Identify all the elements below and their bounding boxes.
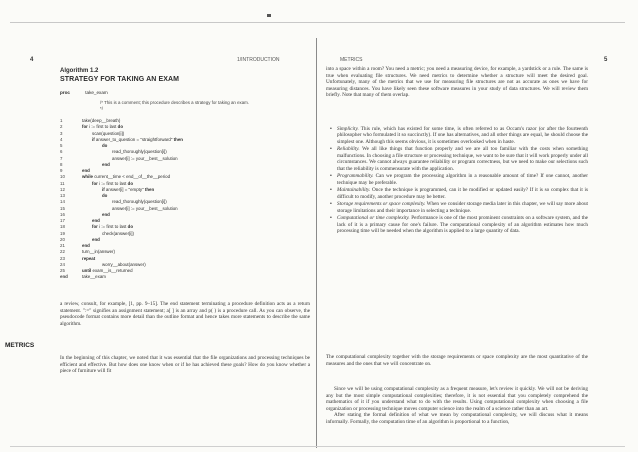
- metric-bullet-item: [330, 146, 588, 172]
- code-line-text: check(answer[i]): [102, 230, 134, 236]
- code-line-number: 7: [60, 155, 63, 161]
- code-line-number: 4: [60, 136, 63, 142]
- code-line-text: until exam__is__returned: [82, 268, 133, 273]
- metric-description: Once the technique is programmed, can it be modified or updated easily? If it is so complex that it is difficult to modify, another procedure may be better.: [337, 187, 588, 200]
- code-line-text: for i := first to last do: [92, 180, 134, 186]
- code-line-number: 2: [60, 124, 63, 130]
- code-line-text: for i := first to last do: [92, 224, 134, 230]
- code-line-number: 25: [60, 268, 65, 273]
- code-line-number: 5: [60, 143, 63, 148]
- code-line-text: end: [92, 218, 100, 223]
- metric-description: Performance is one of the most prominent constraints on a software system, and the lack of it is a primary cause for one's failure. The computational complexity of an algorithm estimates how much processing time will be needed when the algorithm is applied to a large quantity of data.: [337, 215, 588, 235]
- code-line-number: 23: [60, 255, 65, 261]
- left-running-head: 1/INTRODUCTION: [237, 57, 280, 63]
- metric-bullet-item: [330, 187, 588, 200]
- pseudocode-block: [60, 118, 310, 281]
- code-line-text: do: [102, 193, 108, 198]
- code-line-text: repeat: [82, 255, 96, 261]
- metric-term: Storage requirements or space complexity.: [337, 201, 426, 208]
- code-line-text: for i := first to last do: [82, 124, 124, 130]
- metrics-bullet-list: [330, 126, 588, 236]
- code-line-number: 19: [60, 230, 65, 236]
- code-line-text: scan(question[i]): [92, 130, 125, 136]
- right-page-number: 5: [604, 57, 608, 63]
- code-line-number: 17: [60, 218, 65, 223]
- code-line-text: end: [82, 168, 90, 173]
- code-line-text: answer[i] := your__best__solution: [112, 155, 178, 161]
- right-paragraph-1: into a space within a room? You need a metric; you need a measuring device, for example, a yardstick or a rule. The same is true when evaluating file structures. We need metrics to determine whether a structure will meet the desired goal. Unfortunately, many of the metrics that we use for measuring file structures are not as accurate as ones we have for measuring distances. You have likely seen these software measures in your study of data structures. We will review them briefly. Note that many of them overlap.: [326, 66, 588, 99]
- code-line-text: read_thoroughly(question[i]): [112, 149, 167, 155]
- code-line-number: 1: [60, 118, 63, 123]
- code-line-text: do: [102, 143, 108, 148]
- metric-bullet-item: [330, 126, 588, 145]
- code-line-text: worry__about(answer): [102, 261, 146, 267]
- proc-keyword: proc: [60, 90, 70, 95]
- metric-term: Reliability.: [337, 146, 360, 153]
- code-line-number: 10: [60, 174, 65, 180]
- code-line-text: read_thoroughly(question[i]): [112, 199, 167, 205]
- metric-term: Programmability.: [337, 173, 374, 180]
- right-running-head: METRICS: [340, 57, 363, 63]
- metric-description: We all like things that function properly and we are all too familiar with the costs when something malfunctions. In choosing a file structure or processing technique, we want to be sure that it will work properly under all circumstances. We cannot always guarantee reliability or program correctness, but we need to make our selections such that the reliability is commensurate with the application.: [337, 146, 588, 172]
- code-line-text: while current__time < end__of__the__period: [82, 174, 171, 180]
- code-line-number: 15: [60, 205, 65, 211]
- code-line-number: 12: [60, 186, 65, 192]
- left-paragraph-2: In the beginning of this chapter, we noted that it was essential that the file organizations and processing techniques be efficient and effective. But how does one know when or if he has achieved these goals? How do you know whether a piece of furniture will fit: [60, 355, 310, 375]
- right-paragraph-4-text: After stating the formal definition of what we mean by computational complexity, we will discuss what it means informally. Formally, the computation time of an algorithm is proportional to a function,: [326, 412, 588, 425]
- metric-term: Maintainability.: [337, 187, 371, 194]
- code-line-text: take__exam: [82, 274, 106, 280]
- right-paragraph-2: The computational complexity together with the storage requirements or space complexity are the most quantitative of the measures and the ones that we will concentrate on.: [326, 354, 588, 367]
- metric-term: Computational or time complexity.: [337, 215, 410, 222]
- metric-bullet-item: [330, 215, 588, 234]
- code-line-text: if answer[i] = "empty" then: [102, 186, 155, 192]
- code-line-text: if answer_to_question = "straightforward" then: [92, 136, 183, 142]
- code-line-number: 11: [60, 180, 65, 186]
- procedure-comment: /* This is a comment; this procedure describes a strategy for taking an exam. */: [100, 100, 250, 111]
- code-line-number: 20: [60, 236, 65, 242]
- code-line-number: 8: [60, 161, 63, 167]
- code-line-text: end: [92, 236, 100, 242]
- metric-bullet-item: [330, 201, 588, 214]
- code-line-number: 14: [60, 199, 65, 205]
- code-line-text: take(deep__breath): [82, 118, 121, 123]
- right-paragraph-3: [326, 386, 588, 426]
- algorithm-title: STRATEGY FOR TAKING AN EXAM: [60, 76, 180, 83]
- left-page-number: 4: [30, 57, 34, 63]
- code-line-number: 13: [60, 193, 65, 198]
- metric-description: When we consider storage media later in this chapter, we will say more about storage limitations and their importance in selecting a technique.: [337, 201, 589, 214]
- code-line-text: end: [82, 243, 90, 248]
- code-line-text: turn__in(answer): [82, 249, 115, 255]
- code-line-number: 6: [60, 149, 63, 155]
- right-paragraph-3-text: Since we will be using computational complexity as a frequent measure, let's review it quickly. We will not be deriving any but the most simple computational complexities; therefore, it is not essential that you completely comprehend the mathematics of it if you understand what to do with the results. Using computational complexity when choosing a file organization or processing technique moves computer science into the realm of a science rather than an art.: [326, 386, 588, 412]
- code-line-text: end: [102, 211, 110, 217]
- code-line-number: 22: [60, 249, 65, 255]
- metric-description: Can we program the processing algorithm in a reasonable amount of time? If one cannot, another technique may be preferable.: [337, 173, 588, 186]
- code-line-number: 9: [60, 168, 63, 173]
- algorithm-number: Algorithm 1.2: [60, 68, 99, 74]
- code-line-number: 3: [60, 130, 63, 136]
- code-line-text: answer[i] := your__best__solution: [112, 205, 178, 211]
- metric-description: This rule, which has existed for some time, is often referred to as Occam's razor (or after the fourteenth philosopher who formulated it so succinctly). If one has alternatives, and all other things are equal, he should choose the simplest one. Although this seems obvious, it is sometimes overlooked when in haste.: [337, 126, 588, 145]
- code-line-number: 21: [60, 243, 65, 248]
- code-line-number: 16: [60, 211, 65, 217]
- code-line-number: 24: [60, 261, 65, 267]
- left-page: [0, 0, 318, 452]
- proc-name: take_exam: [85, 90, 108, 95]
- metric-term: Simplicity.: [337, 126, 359, 132]
- code-line-text: end: [102, 161, 110, 167]
- metric-bullet-item: [330, 173, 588, 186]
- code-line-number: 18: [60, 224, 65, 230]
- procedure-header: [60, 90, 108, 95]
- code-line-number: end: [60, 274, 68, 280]
- section-heading-metrics: METRICS: [5, 342, 35, 349]
- code-line: [60, 274, 310, 280]
- left-paragraph-1: a review, consult, for example, [1, pp. 9–15]. The end statement terminating a procedure definition acts as a return statement. ":=" signifies an assignment statement; a[ ] is an array and p( ) is a procedure call. As you can observe, the pseudocode format contains more detail than the outline format and hence takes more statements to describe the same algorithm.: [60, 301, 310, 327]
